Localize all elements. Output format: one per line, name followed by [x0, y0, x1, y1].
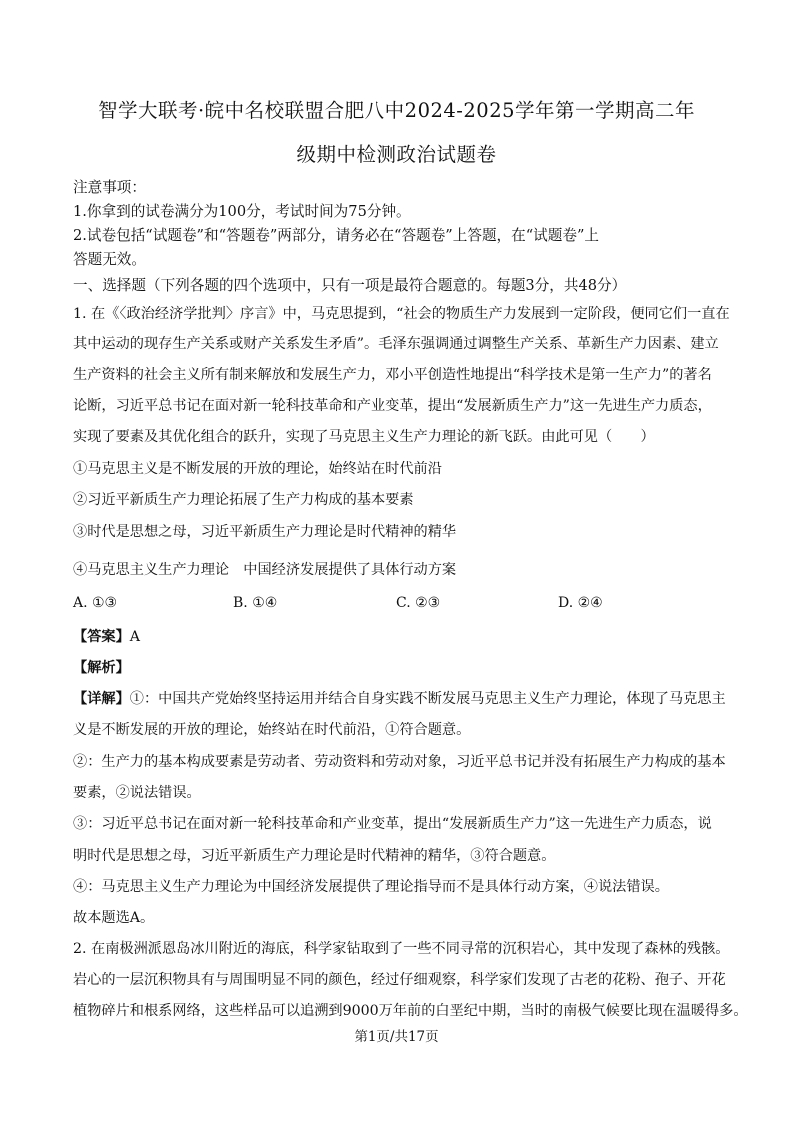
exam-title-line-2: 级期中检测政治试题卷 — [296, 143, 497, 166]
detail-line: 明时代是思想之母，习近平新质生产力理论是时代精神的精华，③符合题意。 — [73, 848, 556, 864]
notes-heading: 注意事项： — [73, 179, 146, 196]
page-footer: 第1页/共17页 — [354, 1029, 439, 1045]
detail-line: ④：马克思主义生产力理论为中国经济发展提供了理论指导而不是具体行动方案，④说法错误。 — [73, 879, 669, 895]
question-stem-line: 论断，习近平总书记在面对新一轮科技革命和产业变革，提出“发展新质生产力”这一先进生产力质态， — [73, 398, 712, 414]
detail-text: ①：中国共产党始终坚持运用并结合自身实践不断发展马克思主义生产力理论，体现了马克思主 — [129, 691, 726, 707]
note-line: 答题无效。 — [73, 251, 146, 268]
detail-line: 要素，②说法错误。 — [73, 785, 201, 801]
detail-line: 义是不断发展的开放的理论，始终站在时代前沿，①符合题意。 — [73, 722, 471, 738]
question-stem-line: 植物碎片和根系网络，这些样品可以追溯到9000万年前的白垩纪中期，当时的南极气候要比现在温暖得多。 — [73, 1003, 748, 1019]
statement-line: ④马克思主义生产力理论 中国经济发展提供了具体行动方案 — [73, 562, 457, 578]
option-c: C. ②③ — [396, 595, 441, 611]
detail-line — [73, 688, 726, 708]
question-stem-line: 实现了要素及其优化组合的跃升，实现了马克思主义生产力理论的新飞跃。由此可见（ ） — [73, 429, 655, 445]
statement-line: ②习近平新质生产力理论拓展了生产力构成的基本要素 — [73, 492, 414, 508]
exam-title-line-1: 智学大联考·皖中名校联盟合肥八中2024-2025学年第一学期高二年 — [97, 99, 696, 122]
answer-label: 【答案】 — [73, 629, 130, 645]
question-stem-line: 岩心的一层沉积物具有与周围明显不同的颜色，经过仔细观察，科学家们发现了古老的花粉、孢子、开花 — [73, 972, 726, 988]
option-b: B. ①④ — [233, 595, 278, 611]
question-stem-line: 其中运动的现存生产关系或财产关系发生矛盾”。毛泽东强调通过调整生产关系、革新生产力因素、建立 — [73, 336, 719, 352]
statement-line: ①马克思主义是不断发展的开放的理论，始终站在时代前沿 — [73, 461, 442, 477]
section-heading: 一、选择题（下列各题的四个选项中，只有一项是最符合题意的。每题3分，共48分） — [73, 277, 627, 294]
analysis-label: 【解析】 — [73, 660, 130, 676]
question-stem-line: 1. 在《〈政治经济学批判〉序言》中，马克思提到，“社会的物质生产力发展到一定阶段，便同它们一直在 — [73, 306, 730, 322]
detail-line: ③：习近平总书记在面对新一轮科技革命和产业变革，提出“发展新质生产力”这一先进生产力质态，说 — [73, 816, 712, 832]
answer-value: A — [129, 629, 141, 645]
note-line: 2.试卷包括“试题卷”和“答题卷”两部分，请务必在“答题卷”上答题，在“试题卷”上 — [73, 227, 600, 244]
note-line: 1.你拿到的试卷满分为100分，考试时间为75分钟。 — [73, 203, 411, 220]
option-a: A. ①③ — [73, 595, 118, 611]
option-d: D. ②④ — [558, 595, 603, 611]
answer-line — [73, 626, 140, 646]
question-stem-line: 生产资料的社会主义所有制来解放和发展生产力，邓小平创造性地提出“科学技术是第一生产力”的著名 — [73, 367, 712, 383]
statement-line: ③时代是思想之母，习近平新质生产力理论是时代精神的精华 — [73, 524, 457, 540]
detail-label: 【详解】 — [73, 691, 130, 707]
detail-line: ②：生产力的基本构成要素是劳动者、劳动资料和劳动对象，习近平总书记并没有拓展生产力构成的基本 — [73, 754, 726, 770]
question-stem-line: 2. 在南极洲派恩岛冰川附近的海底，科学家钻取到了一些不同寻常的沉积岩心，其中发现了森林的残骸。 — [73, 941, 730, 957]
conclusion-line: 故本题选A。 — [73, 910, 155, 926]
